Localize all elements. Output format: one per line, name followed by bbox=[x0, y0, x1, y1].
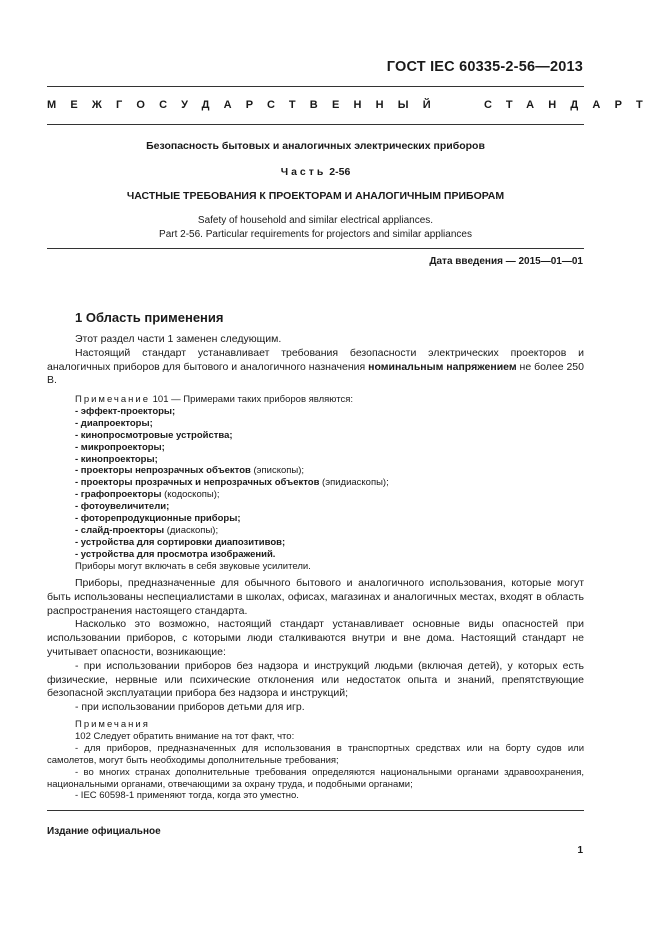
introduction-date: Дата введения — 2015—01—01 bbox=[429, 256, 583, 267]
notes-block bbox=[47, 719, 584, 802]
top-divider bbox=[47, 86, 584, 87]
note-101-intro: Примечание 101 — Примерами таких приборов являются: bbox=[75, 394, 353, 405]
scope-paragraphs bbox=[47, 577, 584, 715]
note-item: - фоторепродукционные приборы; bbox=[75, 513, 241, 525]
note-tail: Приборы могут включать в себя звуковые усилители. bbox=[75, 560, 311, 572]
note-102c: - IEC 60598-1 применяют тогда, когда это уместно. bbox=[75, 790, 299, 802]
note-item: - кинопросмотровые устройства; bbox=[75, 429, 233, 441]
banner-divider bbox=[47, 124, 584, 125]
paragraph-5: - при использовании приборов без надзора и инструкций людьми (включая детей), у которых есть физические, нервные или психические отклонения или недостаток опыта и знаний, препятствующие безопасной эксплуатации прибора без надзора и инструкций; bbox=[47, 659, 584, 700]
page-number: 1 bbox=[577, 845, 583, 856]
note-item: - слайд-проекторы (диаскопы); bbox=[75, 524, 219, 536]
note-item: - фотоувеличители; bbox=[75, 501, 170, 513]
note-item: - проекторы непрозрачных объектов (эпископы); bbox=[75, 465, 305, 477]
note-item: - устройства для просмотра изображений. bbox=[75, 548, 276, 560]
english-title-line2: Part 2-56. Particular requirements for projectors and similar appliances bbox=[159, 228, 472, 240]
part-number: 2-56 bbox=[329, 166, 351, 178]
interstate-word: МЕЖГОСУДАРСТВЕННЫЙ bbox=[47, 99, 445, 111]
note-item: - графопроекторы (кодоскопы); bbox=[75, 489, 220, 501]
paragraph-6: - при использовании приборов детьми для игр. bbox=[75, 701, 305, 714]
note-label: Примечание bbox=[75, 394, 150, 405]
note-item: - устройства для сортировки диапозитивов; bbox=[75, 536, 286, 548]
standard-word: СТАНДАРТ bbox=[484, 99, 657, 111]
note-102: 102 Следует обратить внимание на тот факт, что: bbox=[75, 730, 295, 742]
english-title bbox=[47, 214, 584, 241]
note-item: - эффект-проекторы; bbox=[75, 405, 176, 417]
note-102b: - во многих странах дополнительные требования определяются национальными органами здравоохранения, национальными органами, отвечающими за охрану труда, и подобными органами; bbox=[47, 766, 584, 790]
english-title-line1: Safety of household and similar electrical appliances. bbox=[197, 215, 434, 226]
notes-label: Примечания bbox=[75, 719, 150, 730]
note-item: - кинопроекторы; bbox=[75, 453, 158, 465]
title-subtitle: ЧАСТНЫЕ ТРЕБОВАНИЯ К ПРОЕКТОРАМ И АНАЛОГИЧНЫМ ПРИБОРАМ bbox=[126, 190, 505, 202]
title-divider bbox=[47, 248, 584, 249]
paragraph-2: Настоящий стандарт устанавливает требования безопасности электрических проекторов и аналогичных приборов для бытового и аналогичного назначения номинальным напряжением не более 250 В. bbox=[47, 346, 584, 387]
rated-voltage-term: номинальным напряжением bbox=[368, 360, 517, 373]
paragraph-1: Этот раздел части 1 заменен следующим. bbox=[75, 333, 282, 345]
note-item: - проекторы прозрачных и непрозрачных объектов (эпидиаскопы); bbox=[75, 477, 389, 489]
note-item: - диапроекторы; bbox=[75, 417, 153, 429]
note-101 bbox=[75, 394, 584, 573]
standard-code: ГОСТ IEC 60335-2-56—2013 bbox=[386, 59, 583, 75]
part-word: Часть bbox=[280, 166, 327, 178]
title-main: Безопасность бытовых и аналогичных электрических приборов bbox=[146, 140, 485, 152]
section-intro bbox=[47, 333, 584, 388]
section-heading: 1 Область применения bbox=[75, 310, 224, 325]
paragraph-4: Насколько это возможно, настоящий стандарт устанавливает основные виды опасностей при использовании приборов, с которыми люди сталкиваются внутри и вне дома. Настоящий стандарт не учитывает опасности, возникающие: bbox=[47, 618, 584, 658]
note-item: - микропроекторы; bbox=[75, 441, 165, 453]
official-edition: Издание официальное bbox=[47, 826, 161, 837]
part-title bbox=[47, 166, 584, 178]
footer-divider bbox=[47, 810, 584, 811]
note-102a: - для приборов, предназначенных для использования в транспортных средствах или на борту судов или самолетов, могут быть необходимы дополнительные требования; bbox=[47, 742, 584, 766]
paragraph-3: Приборы, предназначенные для обычного бытового и аналогичного использования, которые могут быть использованы неспециалистами в школах, офисах, магазинах и аналогичных местах, входят в область распространения настоящего стандарта. bbox=[47, 577, 584, 617]
